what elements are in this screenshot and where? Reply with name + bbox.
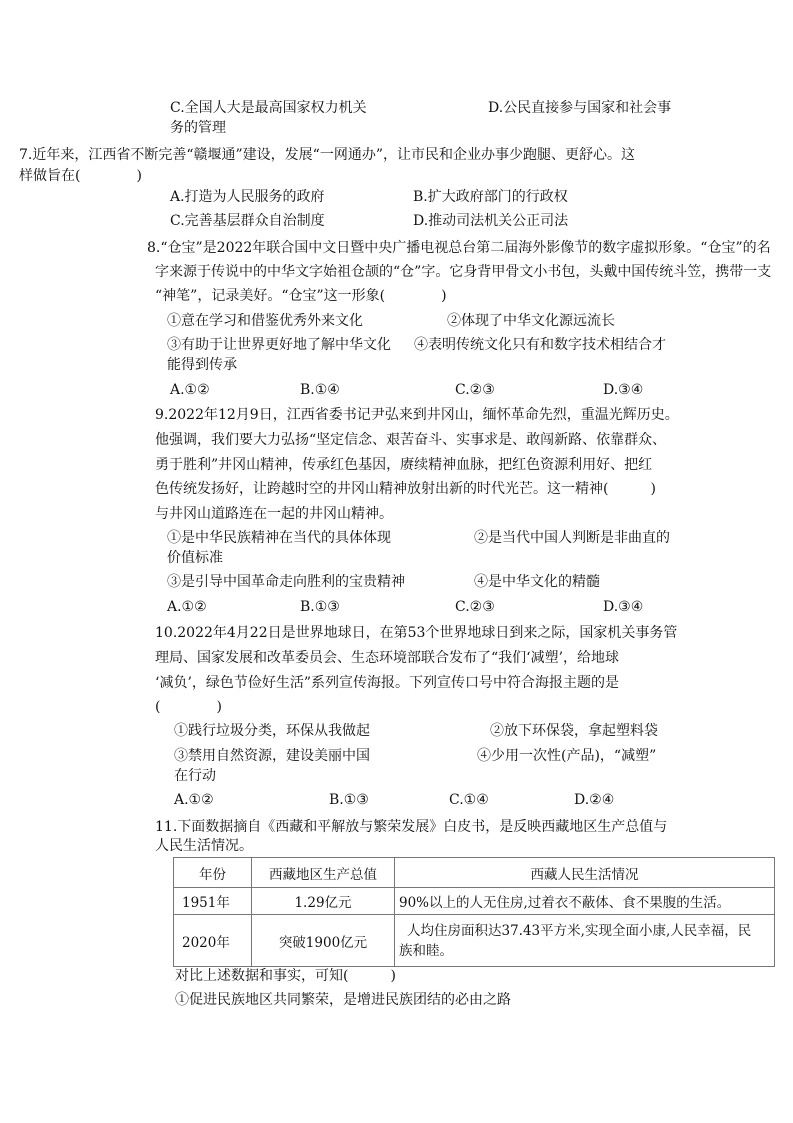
q10-option-a: A.①② xyxy=(174,792,214,808)
q7-stem-line2: 样做旨在( ) xyxy=(19,168,142,184)
q9-stem-line2: 他强调，我们要大力弘扬“坚定信念、艰苦奋斗、实事求是、敢闯新路、依靠群众、 xyxy=(155,432,667,448)
q7-option-a: A.打造为人民服务的政府 xyxy=(170,189,325,205)
table-header-year: 年份 xyxy=(174,858,252,888)
q9-option-d: D.③④ xyxy=(603,599,644,615)
q8-stem-line2: 字来源于传说中的中华文字始祖仓颉的“仓”字。它身背甲骨文小书包，头戴中国传统斗笠，携带一支 xyxy=(155,264,772,280)
table-cell-living-line1: 人均住房面积达37.43平方米,实现全面小康,人民幸福，民 xyxy=(407,922,752,939)
q9-option-c: C.②③ xyxy=(455,599,495,615)
q8-item-3: ③有助于让世界更好地了解中华文化 xyxy=(167,337,391,353)
q10-stem-line4: ( ) xyxy=(155,699,222,715)
q8-item-4-continuation: 能得到传承 xyxy=(167,357,237,373)
q10-stem-line3: ‘减负’，绿色节俭好生活”系列宣传海报。下列宣传口号中符合海报主题的是 xyxy=(155,675,620,691)
q9-item-2-continuation: 价值标准 xyxy=(167,550,223,566)
q10-option-d: D.②④ xyxy=(574,792,615,808)
table-cell-gdp: 突破1900亿元 xyxy=(252,915,395,967)
q9-option-a: A.①② xyxy=(167,599,207,615)
q6-option-d-continuation: 务的管理 xyxy=(170,120,226,136)
table-header-gdp: 西藏地区生产总值 xyxy=(252,858,395,888)
q11-item-1: ①促进民族地区共同繁荣，是增进民族团结的必由之路 xyxy=(175,992,511,1008)
table-header-row xyxy=(174,858,775,888)
q10-item-4: ④少用一次性(产品)，“减塑” xyxy=(477,748,657,764)
q10-item-4-continuation: 在行动 xyxy=(174,768,216,784)
table-header-living: 西藏人民生活情况 xyxy=(395,858,775,888)
q9-item-3: ③是引导中国革命走向胜利的宝贵精神 xyxy=(167,574,405,590)
q9-stem-line5: 与井冈山道路连在一起的井冈山精神。 xyxy=(155,506,393,522)
q8-item-1: ①意在学习和借鉴优秀外来文化 xyxy=(167,313,363,329)
table-row xyxy=(174,915,775,967)
q10-stem-line1: 10.2022年4月22日是世界地球日，在第53个世界地球日到来之际，国家机关事务管 xyxy=(155,625,678,641)
data-table xyxy=(173,857,775,967)
q8-option-d: D.③④ xyxy=(603,382,644,398)
table-cell-year: 1951年 xyxy=(174,888,252,915)
q11-after-table: 对比上述数据和事实，可知( ) xyxy=(175,968,396,984)
q8-option-b: B.①④ xyxy=(300,382,340,398)
q6-option-d: D.公民直接参与国家和社会事 xyxy=(488,100,672,116)
q9-item-4: ④是中华文化的精髓 xyxy=(474,574,600,590)
q11-stem-line1: 11.下面数据摘自《西藏和平解放与繁荣发展》白皮书，是反映西藏地区生产总值与 xyxy=(155,819,668,835)
q9-item-2: ②是当代中国人判断是非曲直的 xyxy=(474,530,670,546)
q9-item-1: ①是中华民族精神在当代的具体体现 xyxy=(167,530,391,546)
q8-stem-line1: 8.“仓宝”是2022年联合国中文日暨中央广播电视总台第二届海外影像节的数字虚拟形象。“仓宝”的名 xyxy=(147,240,771,256)
q8-item-2: ②体现了中华文化源远流长 xyxy=(447,313,615,329)
q9-stem-line4: 色传统发扬好，让跨越时空的井冈山精神放射出新的时代光芒。这一精神( ) xyxy=(155,481,656,497)
table-cell-gdp: 1.29亿元 xyxy=(252,888,395,915)
table-row xyxy=(174,888,775,915)
table-cell-year: 2020年 xyxy=(174,915,252,967)
table-cell-living: 90%以上的人无住房,过着衣不蔽体、食不果腹的生活。 xyxy=(395,888,775,915)
q10-option-c: C.①④ xyxy=(449,792,489,808)
q10-stem-line2: 理局、国家发展和改革委员会、生态环境部联合发布了“我们‘减塑’，给地球 xyxy=(155,650,620,666)
q7-option-c: C.完善基层群众自治制度 xyxy=(170,213,325,229)
q7-option-d: D.推动司法机关公正司法 xyxy=(413,213,569,229)
q9-option-b: B.①③ xyxy=(300,599,340,615)
q8-item-4: ④表明传统文化只有和数字技术相结合才 xyxy=(414,337,666,353)
q8-option-a: A.①② xyxy=(170,382,210,398)
q8-option-c: C.②③ xyxy=(455,382,495,398)
q11-stem-line2: 人民生活情况。 xyxy=(155,838,253,854)
q10-option-b: B.①③ xyxy=(329,792,369,808)
q9-stem-line1: 9.2022年12月9日，江西省委书记尹弘来到井冈山，缅怀革命先烈，重温光辉历史。 xyxy=(155,407,679,423)
q7-stem-line1: 7.近年来，江西省不断完善“赣堰通”建设，发展“一网通办”，让市民和企业办事少跑腿、更舒心。这 xyxy=(19,147,635,163)
q8-stem-line3: “神笔”，记录美好。“仓宝”这一形象( ) xyxy=(155,288,447,304)
q6-option-c: C.全国人大是最高国家权力机关 xyxy=(170,100,367,116)
q10-item-3: ③禁用自然资源，建设美丽中国 xyxy=(174,748,370,764)
q7-option-b: B.扩大政府部门的行政权 xyxy=(413,189,568,205)
q10-item-2: ②放下环保袋，拿起塑料袋 xyxy=(490,723,658,739)
table-cell-living-line2: 族和睦。 xyxy=(399,942,453,959)
q10-item-1: ①践行垃圾分类，环保从我做起 xyxy=(174,723,370,739)
q9-stem-line3: 勇于胜利”井冈山精神，传承红色基因，赓续精神血脉，把红色资源利用好、把红 xyxy=(155,457,653,473)
table-cell-living xyxy=(395,915,775,967)
